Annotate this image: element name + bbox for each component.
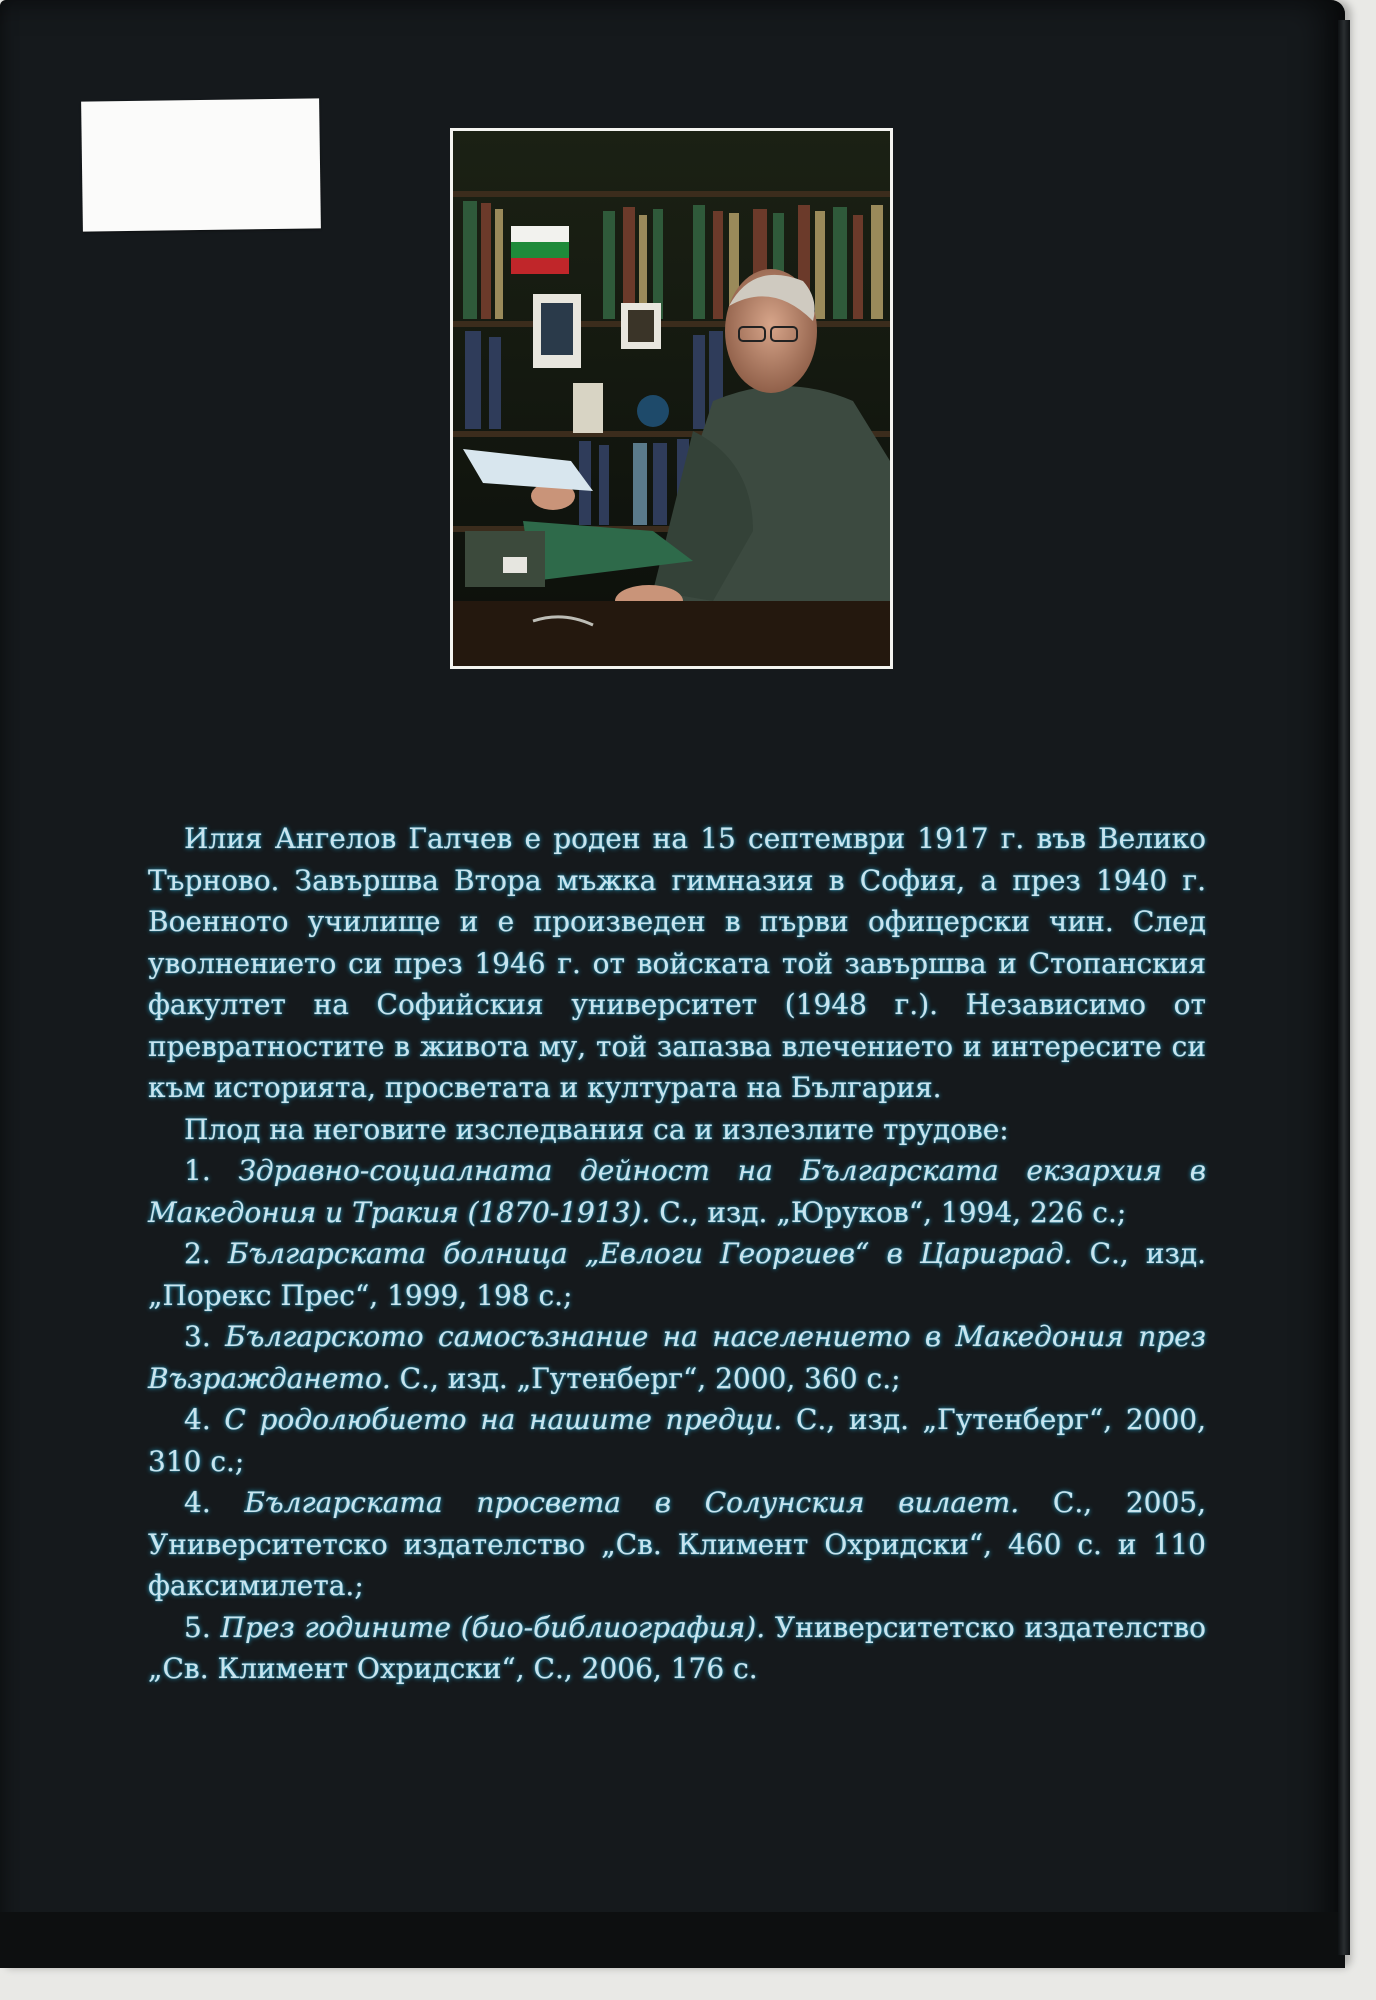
work-details: С., 2005, Университетско издателство „Св. Климент Охридски“, 460 с. и 110 факсимилета.;: [148, 1486, 1207, 1602]
flag: [511, 226, 569, 274]
work-title: Българската болница „Евлоги Георгиев“ в Цариград.: [227, 1237, 1073, 1270]
work-details: Университетско издателство „Св. Климент Охридски“, С., 2006, 176 с.: [148, 1610, 1206, 1685]
bio-paragraph: Илия Ангелов Галчев е роден на 15 септември 1917 г. във Велико Търново. Завършва Втора мъжка гимназия в София, а през 1940 г. Военното училище и е произведен в първи офицерски чин. След уволнението си през 1946 г. от войската той завършва и Стопанския факултет на Софийския университет (1948 г.). Независимо от превратностите в живота му, той запазва влечението и интересите си към историята, просветата и културата на България.: [148, 822, 1206, 1104]
work-title: През годините (био-библиография).: [220, 1610, 766, 1644]
list-item: [148, 1150, 1206, 1233]
works-intro: Плод на неговите изследвания са и излезлите трудове:: [184, 1112, 1009, 1146]
list-item: [148, 1607, 1206, 1690]
work-details: С., изд. „Гутенберг“, 2000, 310 с.;: [148, 1403, 1207, 1478]
work-number: 3.: [184, 1320, 211, 1353]
author-portrait-photo: [453, 131, 890, 666]
list-item: [148, 1233, 1206, 1316]
list-item: [148, 1399, 1206, 1482]
work-details: С., изд. „Гутенберг“, 2000, 360 с.;: [399, 1361, 901, 1395]
work-title: Българското самосъзнание на населението в Македония през Възраждането.: [148, 1320, 1206, 1395]
price-sticker: [81, 98, 321, 231]
work-number: 4.: [184, 1403, 211, 1436]
work-title: С родолюбието на нашите предци.: [224, 1403, 783, 1436]
work-number: 4.: [184, 1486, 211, 1519]
work-title: Здравно-социалната дейност на Българската екзархия в Македония и Тракия (1870-1913).: [148, 1154, 1206, 1229]
author-photo-frame: [450, 128, 893, 669]
cover-bottom-edge: [0, 1912, 1345, 1968]
work-details: С., изд. „Юруков“, 1994, 226 с.;: [659, 1195, 1127, 1229]
work-details: С., изд. „Порекс Прес“, 1999, 198 с.;: [148, 1237, 1207, 1312]
work-number: 1.: [184, 1154, 211, 1187]
list-item: [148, 1316, 1206, 1399]
work-title: Българската просвета в Солунския вилает.: [244, 1486, 1020, 1519]
work-number: 5.: [184, 1610, 211, 1644]
list-item: [148, 1482, 1206, 1607]
author-biography: [148, 818, 1206, 1690]
work-number: 2.: [184, 1237, 211, 1270]
spine-edge: [1338, 20, 1350, 1955]
